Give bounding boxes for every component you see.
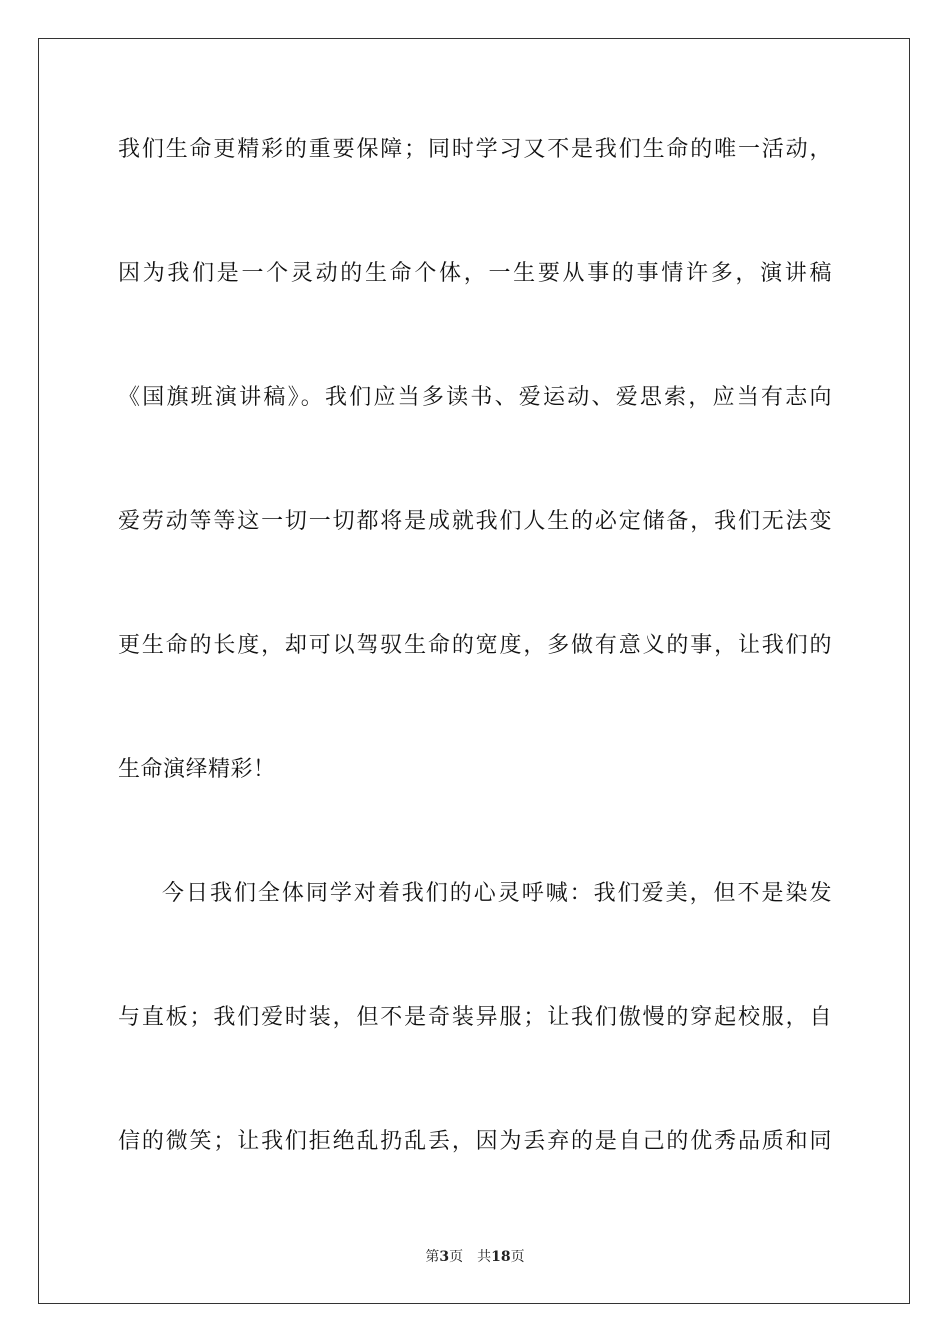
total-pages: 18 [491, 1249, 511, 1265]
body-text-line: 更生命的长度，却可以驾驭生命的宽度，多做有意义的事，让我们的 [118, 633, 832, 658]
body-text-line: 《国旗班演讲稿》。我们应当多读书、爱运动、爱思索，应当有志向 [118, 385, 832, 410]
page-suffix: 页 [449, 1249, 464, 1265]
total-suffix: 页 [510, 1249, 525, 1265]
total-prefix: 共 [477, 1249, 492, 1265]
body-text-line: 信的微笑；让我们拒绝乱扔乱丢，因为丢弃的是自己的优秀品质和同 [118, 1129, 832, 1154]
body-text-line: 与直板；我们爱时装，但不是奇装异服；让我们傲慢的穿起校服，自 [118, 1005, 832, 1030]
page-number: 3 [439, 1249, 450, 1265]
page-footer [0, 1248, 950, 1266]
page-prefix: 第 [425, 1249, 440, 1265]
body-text-line: 爱劳动等等这一切一切都将是成就我们人生的必定储备，我们无法变 [118, 509, 832, 534]
paragraph-first-line: 今日我们全体同学对着我们的心灵呼喊：我们爱美，但不是染发 [162, 881, 832, 906]
body-text-line: 因为我们是一个灵动的生命个体，一生要从事的事情许多，演讲稿 [118, 261, 832, 286]
body-text-line: 我们生命更精彩的重要保障；同时学习又不是我们生命的唯一活动， [118, 137, 832, 162]
body-text-line: 生命演绎精彩！ [118, 757, 276, 782]
page-frame [38, 38, 910, 1304]
